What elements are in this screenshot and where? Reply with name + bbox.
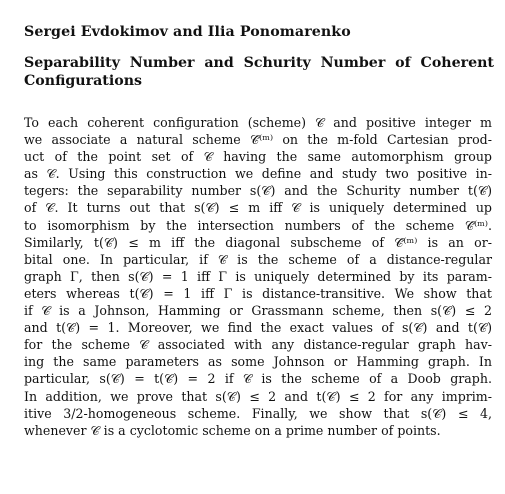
title-line: Separability Number and Schurity Number of Coherent: [24, 55, 494, 71]
abstract-line: and t(𝒞) = 1. Moreover, we find the exact values of s(𝒞) and t(𝒞): [24, 320, 492, 336]
abstract-line: as 𝒞. Using this construction we define and study two positive in-: [24, 166, 492, 182]
abstract-line: eters whereas t(𝒞) = 1 iff Γ is distance-transitive. We show that: [24, 285, 492, 301]
paper-abstract: [24, 114, 492, 439]
abstract-line: we associate a natural scheme 𝒞̂⁽ᵐ⁾ on the m-fold Cartesian prod-: [24, 132, 492, 148]
abstract-line: itive 3/2-homogeneous scheme. Finally, we show that s(𝒞) ≤ 4,: [24, 405, 492, 421]
abstract-line: to isomorphism by the intersection numbers of the scheme 𝒞̂⁽ᵐ⁾.: [24, 217, 492, 233]
abstract-line: whenever 𝒞 is a cyclotomic scheme on a prime number of points.: [24, 422, 441, 438]
abstract-line: particular, s(𝒞) = t(𝒞) = 2 if 𝒞 is the scheme of a Doob graph.: [24, 371, 492, 387]
paper-title: [24, 54, 494, 90]
abstract-line: uct of the point set of 𝒞 having the same automorphism group: [24, 149, 492, 165]
abstract-line: tegers: the separability number s(𝒞) and the Schurity number t(𝒞): [24, 183, 492, 199]
abstract-line: graph Γ, then s(𝒞) = 1 iff Γ is uniquely determined by its param-: [24, 268, 492, 284]
abstract-line: of 𝒞. It turns out that s(𝒞) ≤ m iff 𝒞 is uniquely determined up: [24, 200, 492, 216]
abstract-line: Similarly, t(𝒞) ≤ m iff the diagonal subscheme of 𝒞̂⁽ᵐ⁾ is an or-: [24, 234, 492, 250]
abstract-line: bital one. In particular, if 𝒞 is the scheme of a distance-regular: [24, 251, 492, 267]
abstract-line: for the scheme 𝒞 associated with any distance-regular graph hav-: [24, 337, 492, 353]
abstract-line: ing the same parameters as some Johnson or Hamming graph. In: [24, 354, 492, 370]
title-line: Configurations: [24, 73, 142, 89]
abstract-line: if 𝒞 is a Johnson, Hamming or Grassmann scheme, then s(𝒞) ≤ 2: [24, 303, 492, 319]
abstract-line: In addition, we prove that s(𝒞) ≤ 2 and t(𝒞) ≤ 2 for any imprim-: [24, 388, 492, 404]
abstract-line: To each coherent configuration (scheme) 𝒞 and positive integer m: [24, 115, 492, 130]
paper-authors: Sergei Evdokimov and Ilia Ponomarenko: [24, 24, 351, 40]
